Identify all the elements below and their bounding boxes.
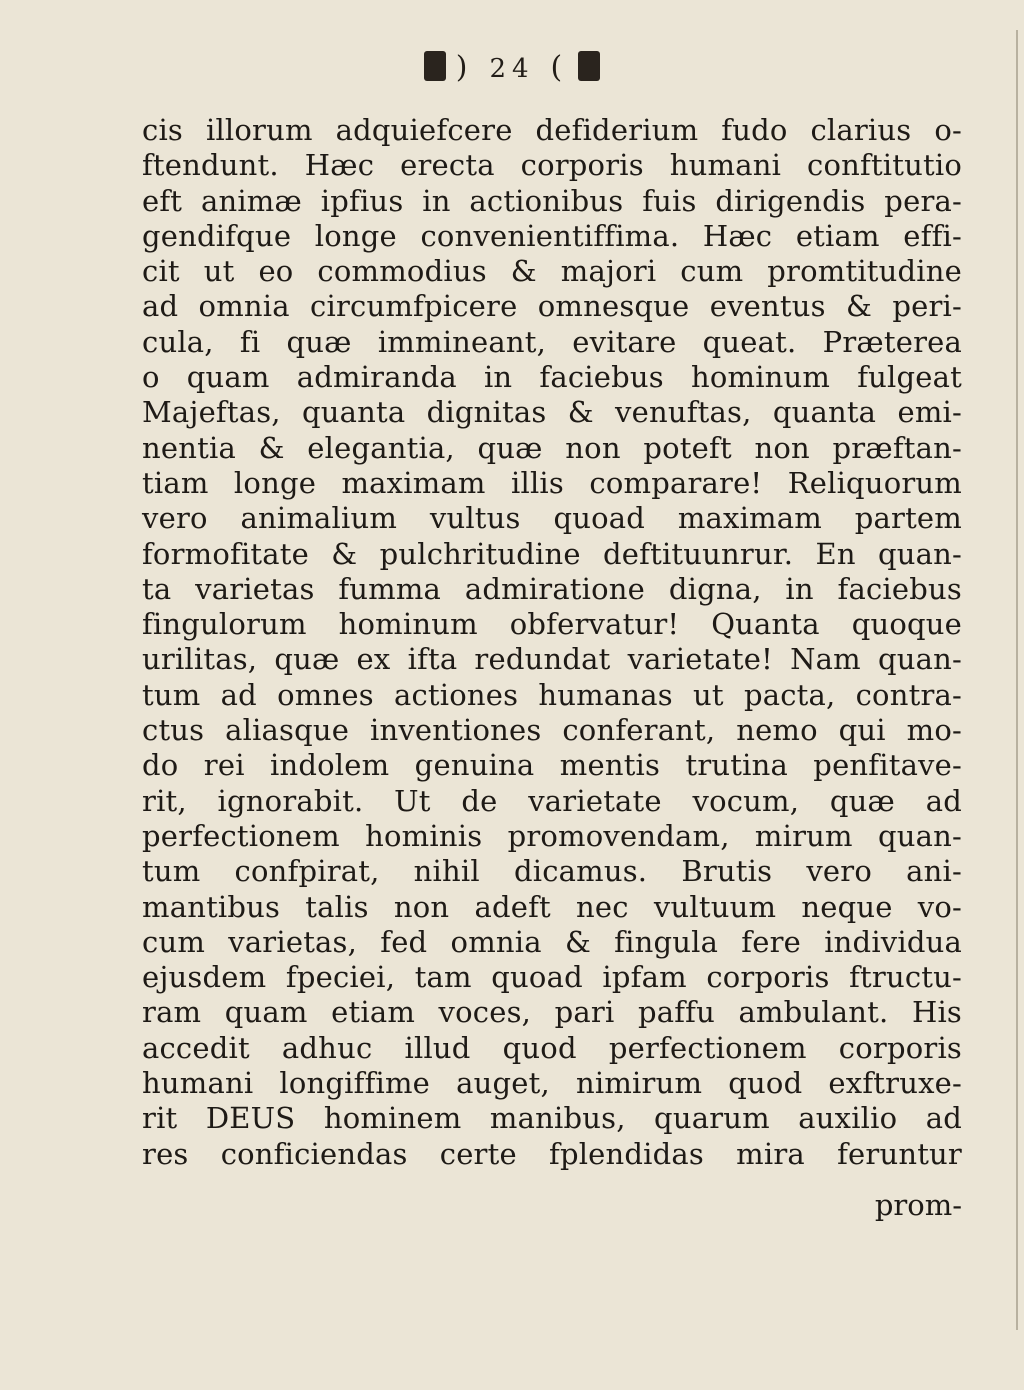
- text-line: humani longiffime auget, nimirum quod exftruxe-: [142, 1066, 962, 1101]
- right-ornament-icon: [578, 51, 600, 81]
- left-paren: ): [455, 50, 474, 85]
- text-line: tum confpirat, nihil dicamus. Brutis vero ani-: [142, 854, 962, 889]
- text-line: ejusdem fpeciei, tam quoad ipfam corporis ftructu-: [142, 960, 962, 995]
- text-line: tum ad omnes actiones humanas ut pacta, contra-: [142, 677, 962, 712]
- text-line: accedit adhuc illud quod perfectionem corporis: [142, 1030, 962, 1065]
- text-line: ta varietas fumma admiratione digna, in faciebus: [142, 571, 962, 606]
- text-line: ctus aliasque inventiones conferant, nemo qui mo-: [142, 713, 962, 748]
- body-text: [142, 113, 962, 1172]
- text-line: cula, fi quæ immineant, evitare queat. Præterea: [142, 324, 962, 359]
- text-line: gendifque longe convenientiffima. Hæc etiam effi-: [142, 218, 962, 253]
- text-line: mantibus talis non adeft nec vultuum neque vo-: [142, 889, 962, 924]
- text-line: formofitate & pulchritudine deftituunrur. En quan-: [142, 536, 962, 571]
- text-line: ad omnia circumfpicere omnesque eventus & peri-: [142, 289, 962, 324]
- left-ornament-icon: [424, 51, 446, 81]
- text-line: perfectionem hominis promovendam, mirum quan-: [142, 818, 962, 853]
- text-line: rit, ignorabit. Ut de varietate vocum, quæ ad: [142, 783, 962, 818]
- text-line: Majeftas, quanta dignitas & venuftas, quanta emi-: [142, 395, 962, 430]
- text-line: urilitas, quæ ex ifta redundat varietate! Nam quan-: [142, 642, 962, 677]
- text-line: cis illorum adquiefcere defiderium fudo clarius o-: [142, 113, 962, 147]
- text-line: ftendunt. Hæc erecta corporis humani conftitutio: [142, 148, 962, 183]
- text-line: res conficiendas certe fplendidas mira feruntur: [142, 1136, 962, 1171]
- text-line: do rei indolem genuina mentis trutina penfitave-: [142, 748, 962, 783]
- text-line: ram quam etiam voces, pari paffu ambulant. His: [142, 995, 962, 1030]
- text-line: eft animæ ipfius in actionibus fuis dirigendis pera-: [142, 183, 962, 218]
- text-line: cit ut eo commodius & majori cum promtitudine: [142, 254, 962, 289]
- page-edge: [1016, 30, 1018, 1330]
- right-paren: (: [550, 50, 569, 85]
- text-line: vero animalium vultus quoad maximam partem: [142, 501, 962, 536]
- running-head: [0, 50, 1024, 85]
- catchword: prom-: [874, 1188, 962, 1222]
- text-line: fingulorum hominum obfervatur! Quanta quoque: [142, 607, 962, 642]
- text-line: tiam longe maximam illis comparare! Reliquorum: [142, 465, 962, 500]
- text-line: cum varietas, fed omnia & fingula fere individua: [142, 924, 962, 959]
- text-line: rit DEUS hominem manibus, quarum auxilio ad: [142, 1101, 962, 1136]
- page-number: 24: [489, 54, 535, 84]
- text-line: o quam admiranda in faciebus hominum fulgeat: [142, 360, 962, 395]
- text-line: nentia & elegantia, quæ non poteft non præftan-: [142, 430, 962, 465]
